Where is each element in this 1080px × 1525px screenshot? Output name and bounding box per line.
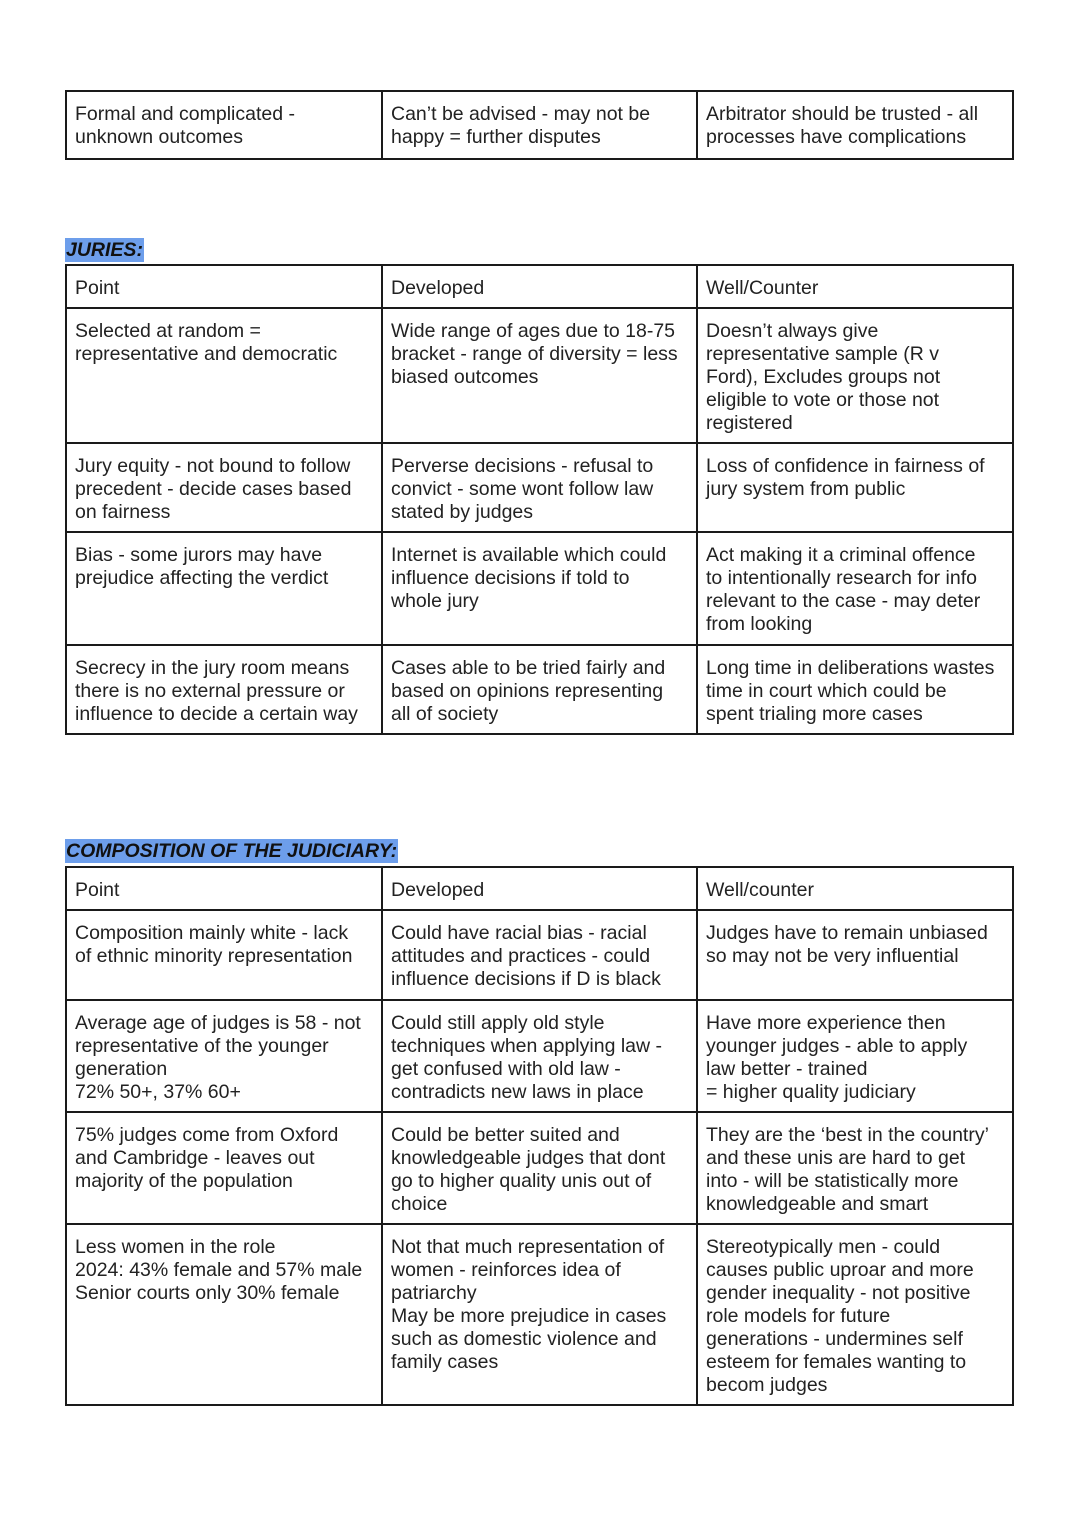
table-cell: Stereotypically men - could causes public uproar and more gender inequality - not positive role models for future generations - undermines self esteem for females wanting to becom judges	[697, 1224, 1013, 1405]
column-header-point: Point	[66, 867, 382, 910]
table-cell: Internet is available which could influence decisions if told to whole jury	[382, 532, 697, 645]
table-cell: Average age of judges is 58 - not representative of the younger generation 72% 50+, 37% 60+	[66, 1000, 382, 1112]
table-row	[66, 1224, 1013, 1405]
arbitration-table	[65, 90, 1014, 160]
column-header-developed: Developed	[382, 265, 697, 308]
juries-table	[65, 264, 1014, 735]
table-cell: 75% judges come from Oxford and Cambridge - leaves out majority of the population	[66, 1112, 382, 1224]
judiciary-heading: COMPOSITION OF THE JUDICIARY:	[66, 840, 398, 862]
column-header-well-counter: Well/Counter	[697, 265, 1013, 308]
table-cell: Judges have to remain unbiased so may not be very influential	[697, 910, 1013, 1000]
table-cell: Act making it a criminal offence to intentionally research for info relevant to the case - may deter from looking	[697, 532, 1013, 645]
table-cell: Jury equity - not bound to follow precedent - decide cases based on fairness	[66, 443, 382, 532]
table-header-row	[66, 867, 1013, 910]
table-cell: Have more experience then younger judges - able to apply law better - trained = higher quality judiciary	[697, 1000, 1013, 1112]
column-header-point: Point	[66, 265, 382, 308]
table-row	[66, 308, 1013, 443]
table-cell: Arbitrator should be trusted - all processes have complications	[697, 91, 1013, 159]
table-cell: They are the ‘best in the country’ and these unis are hard to get into - will be statistically more knowledgeable and smart	[697, 1112, 1013, 1224]
table-cell: Loss of confidence in fairness of jury system from public	[697, 443, 1013, 532]
table-cell: Long time in deliberations wastes time in court which could be spent trialing more cases	[697, 645, 1013, 734]
table-cell: Selected at random = representative and democratic	[66, 308, 382, 443]
table-cell: Composition mainly white - lack of ethnic minority representation	[66, 910, 382, 1000]
table-cell: Formal and complicated - unknown outcomes	[66, 91, 382, 159]
judiciary-table	[65, 866, 1014, 1406]
table-cell: Could have racial bias - racial attitudes and practices - could influence decisions if D is black	[382, 910, 697, 1000]
table-cell: Wide range of ages due to 18-75 bracket - range of diversity = less biased outcomes	[382, 308, 697, 443]
table-cell: Less women in the role 2024: 43% female and 57% male Senior courts only 30% female	[66, 1224, 382, 1405]
juries-heading: JURIES:	[66, 239, 143, 261]
table-row	[66, 532, 1013, 645]
table-cell: Cases able to be tried fairly and based on opinions representing all of society	[382, 645, 697, 734]
table-row	[66, 1112, 1013, 1224]
table-cell: Secrecy in the jury room means there is no external pressure or influence to decide a certain way	[66, 645, 382, 734]
column-header-developed: Developed	[382, 867, 697, 910]
table-row	[66, 910, 1013, 1000]
table-row	[66, 645, 1013, 734]
table-row	[66, 443, 1013, 532]
table-cell: Could be better suited and knowledgeable judges that dont go to higher quality unis out of choice	[382, 1112, 697, 1224]
table-row	[66, 91, 1013, 159]
table-cell: Not that much representation of women - reinforces idea of patriarchy May be more prejudice in cases such as domestic violence and family cases	[382, 1224, 697, 1405]
column-header-well-counter: Well/counter	[697, 867, 1013, 910]
table-cell: Can’t be advised - may not be happy = further disputes	[382, 91, 697, 159]
table-header-row	[66, 265, 1013, 308]
table-cell: Could still apply old style techniques when applying law - get confused with old law - contradicts new laws in place	[382, 1000, 697, 1112]
table-row	[66, 1000, 1013, 1112]
table-cell: Doesn’t always give representative sample (R v Ford), Excludes groups not eligible to vote or those not registered	[697, 308, 1013, 443]
table-cell: Perverse decisions - refusal to convict - some wont follow law stated by judges	[382, 443, 697, 532]
table-cell: Bias - some jurors may have prejudice affecting the verdict	[66, 532, 382, 645]
